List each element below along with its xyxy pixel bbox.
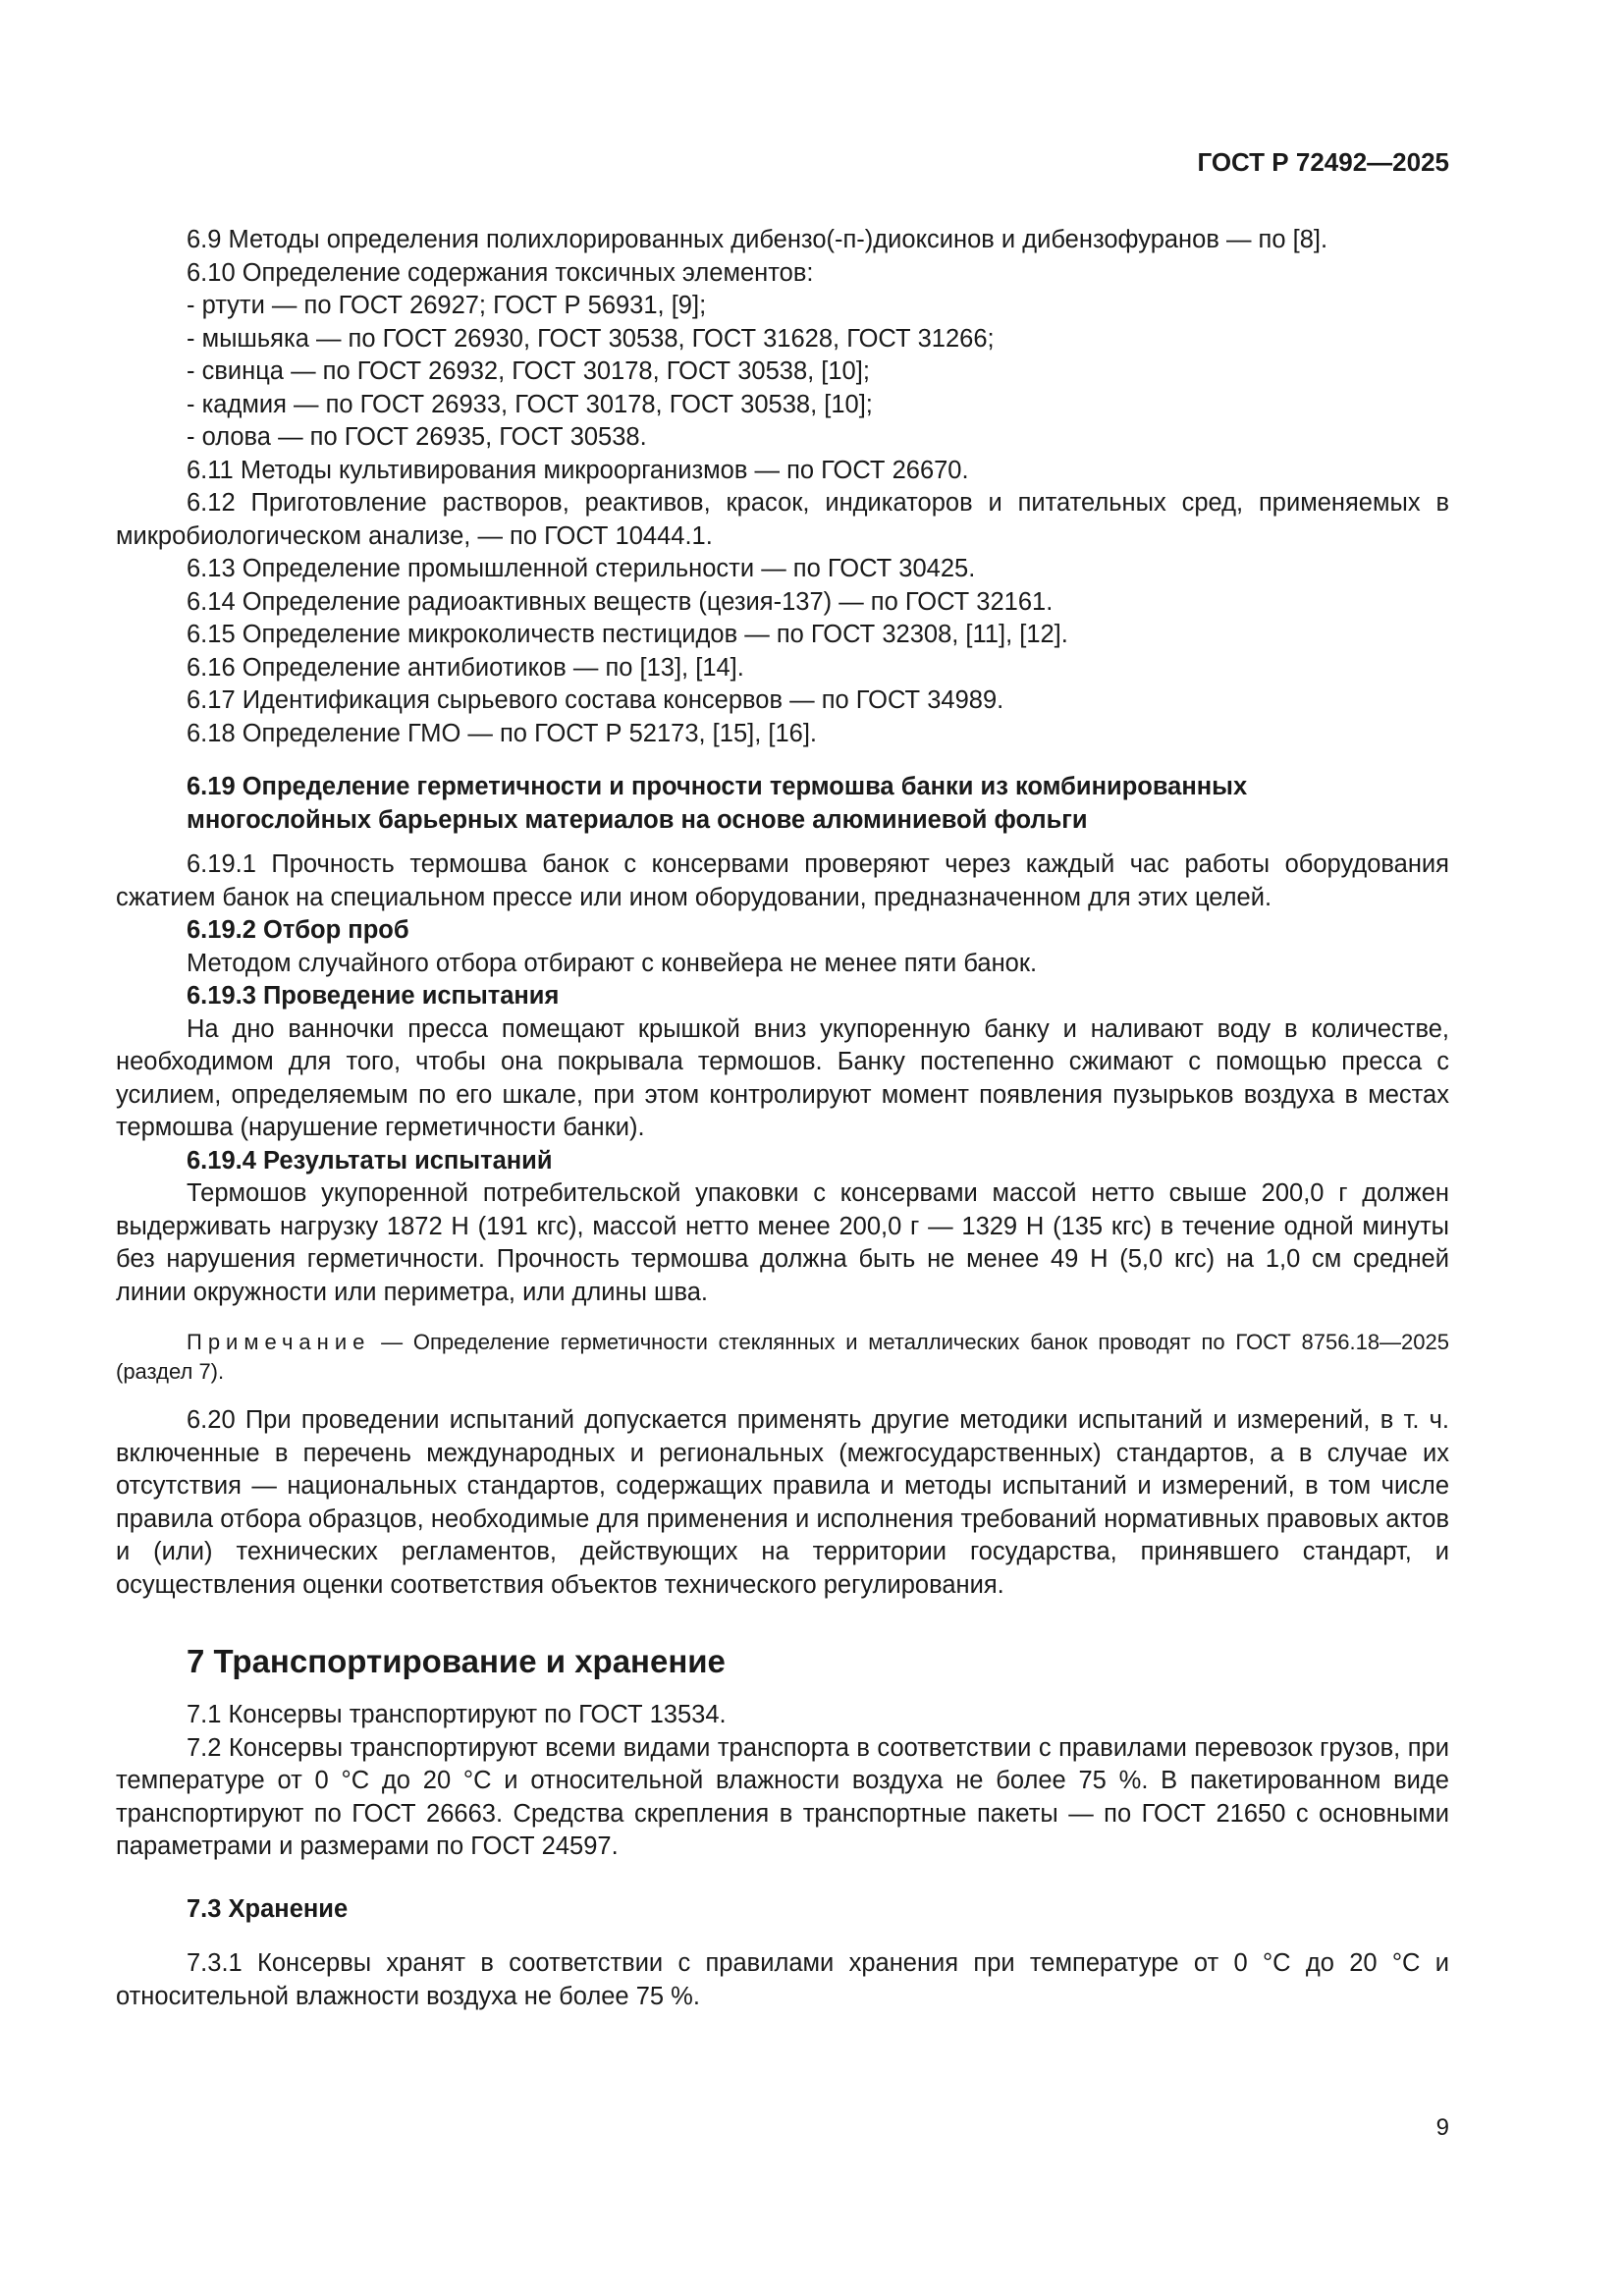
paragraph-6-20: 6.20 При проведении испытаний допускается применять другие методики испытаний и измерений, в т. ч. включенные в перечень международных и региональных (межгосударственных) стандартов, а в случае их отсутствия — национальных стандартов, содержащих правила и методы испытаний и измерений, в том числе правила отбора образцов, необходимые для применения и исполнения требований нормативных правовых актов и (или) технических регламентов, действующих на территории государства, принявшего стандарт, и осуществления оценки соответствия объектов технического регулирования.	[116, 1406, 1449, 1599]
section-7-3-heading: 7.3 Хранение	[187, 1894, 349, 1923]
list-item: - кадмия — по ГОСТ 26933, ГОСТ 30178, ГОСТ 30538, [10];	[187, 390, 873, 418]
section-7-title: 7 Транспортирование и хранение	[187, 1643, 726, 1679]
document-page	[116, 0, 1449, 2296]
paragraph-6-13: 6.13 Определение промышленной стерильности — по ГОСТ 30425.	[187, 555, 976, 582]
paragraph-6-19-1: 6.19.1 Прочность термошва банок с консервами проверяют через каждый час работы оборудования сжатием банок на специальном прессе или ином оборудовании, предназначенном для этих целей.	[116, 850, 1449, 911]
list-item: - ртути — по ГОСТ 26927; ГОСТ Р 56931, [9];	[187, 292, 707, 319]
paragraph-7-3-1: 7.3.1 Консервы хранят в соответствии с правилами хранения при температуре от 0 °С до 20 °С и относительной влажности воздуха не более 75 %.	[116, 1949, 1449, 2010]
paragraph-6-12: 6.12 Приготовление растворов, реактивов, красок, индикаторов и питательных сред, применяемых в микробиологическом анализе, — по ГОСТ 10444.1.	[116, 489, 1449, 550]
list-item: - свинца — по ГОСТ 26932, ГОСТ 30178, ГОСТ 30538, [10];	[187, 357, 870, 385]
paragraph-7-1: 7.1 Консервы транспортируют по ГОСТ 13534.	[187, 1701, 727, 1728]
section-6-19-heading-line1: 6.19 Определение герметичности и прочности термошва банки из комбинированных	[187, 773, 1248, 800]
subheading-6-19-3: 6.19.3 Проведение испытания	[187, 982, 560, 1010]
paragraph-6-10: 6.10 Определение содержания токсичных элементов:	[187, 258, 814, 287]
paragraph-6-15: 6.15 Определение микроколичеств пестицидов — по ГОСТ 32308, [11], [12].	[187, 621, 1068, 648]
paragraph-7-2: 7.2 Консервы транспортируют всеми видами транспорта в соответствии с правилами перевозок грузов, при температуре от 0 °С до 20 °С и относительной влажности воздуха не более 75 %. В пакетированном виде транспортируют по ГОСТ 26663. Средства скрепления в транспортные пакеты — по ГОСТ 21650 с основными параметрами и размерами по ГОСТ 24597.	[116, 1733, 1449, 1860]
subheading-6-19-2: 6.19.2 Отбор проб	[187, 916, 409, 944]
note-label: Примечание	[187, 1330, 371, 1354]
paragraph-6-16: 6.16 Определение антибиотиков — по [13], [14].	[187, 653, 744, 682]
subheading-6-19-4: 6.19.4 Результаты испытаний	[187, 1146, 553, 1175]
paragraph-6-11: 6.11 Методы культивирования микроорганизмов — по ГОСТ 26670.	[187, 456, 969, 484]
paragraph-6-18: 6.18 Определение ГМО — по ГОСТ Р 52173, [15], [16].	[187, 719, 818, 747]
document-code-header: ГОСТ Р 72492—2025	[1197, 147, 1449, 177]
paragraph-6-19-4: Термошов укупоренной потребительской упаковки с консервами массой нетто свыше 200,0 г должен выдерживать нагрузку 1872 Н (191 кгс), массой нетто менее 200,0 г — 1329 Н (135 кгс) в течение одной минуты без нарушения герметичности. Прочность термошва должна быть не менее 49 Н (5,0 кгс) на 1,0 см средней линии окружности или периметра, или длины шва.	[116, 1179, 1449, 1306]
page-number: 9	[1435, 2114, 1449, 2141]
paragraph-6-14: 6.14 Определение радиоактивных веществ (цезия-137) — по ГОСТ 32161.	[187, 587, 1054, 616]
paragraph-6-17: 6.17 Идентификация сырьевого состава консервов — по ГОСТ 34989.	[187, 686, 1004, 714]
note-text: — Определение герметичности стеклянных и металлических банок проводят по ГОСТ 8756.18—2025 (раздел 7).	[116, 1330, 1449, 1384]
list-item: - олова — по ГОСТ 26935, ГОСТ 30538.	[187, 423, 647, 451]
section-6-19-heading-line2: многослойных барьерных материалов на основе алюминиевой фольги	[187, 805, 1088, 834]
paragraph-6-9: 6.9 Методы определения полихлорированных дибензо(-п-)диоксинов и дибензофуранов — по [8].	[187, 226, 1328, 253]
paragraph-6-19-3: На дно ванночки пресса помещают крышкой вниз укупоренную банку и наливают воду в количестве, необходимом для того, чтобы она покрывала термошов. Банку постепенно сжимают с помощью пресса с усилием, определяемым по его шкале, при этом контролируют момент появления пузырьков воздуха в местах термошва (нарушение герметичности банки).	[116, 1014, 1449, 1141]
paragraph-6-19-2: Методом случайного отбора отбирают с конвейера не менее пяти банок.	[187, 949, 1038, 977]
note	[116, 1328, 1449, 1386]
document-body	[116, 224, 1449, 2013]
section-6-19-heading	[116, 771, 1449, 837]
list-item: - мышьяка — по ГОСТ 26930, ГОСТ 30538, ГОСТ 31628, ГОСТ 31266;	[187, 324, 995, 353]
